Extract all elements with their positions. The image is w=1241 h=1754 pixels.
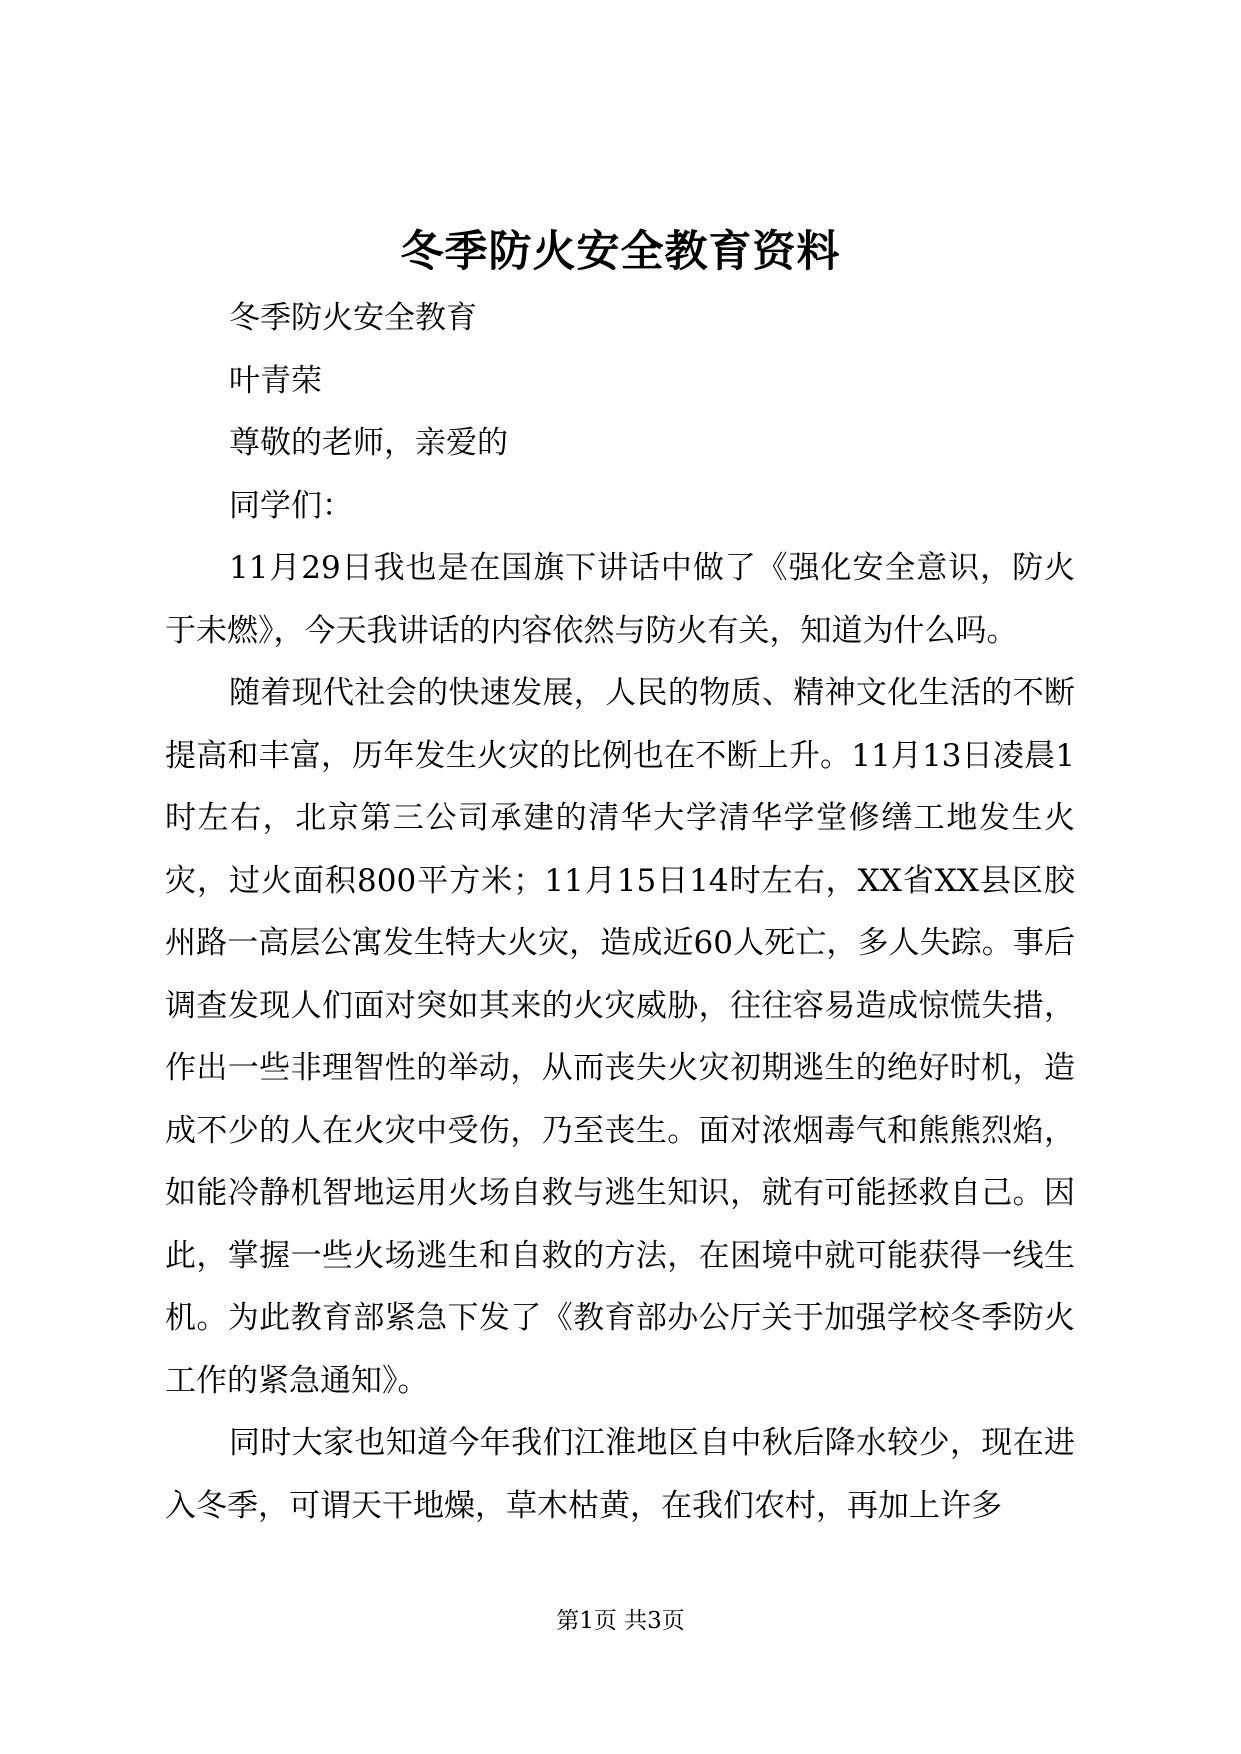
paragraph-subtitle: 冬季防火安全教育: [229, 300, 477, 336]
paragraph-continuation: 同时大家也知道今年我们江淮地区自中秋后降水较少，现在进入冬季，可谓天干地燥，草木枯黄，在我们农村，再加上许多: [165, 1425, 1075, 1524]
document-title: 冬季防火安全教育资料: [400, 227, 841, 277]
document-body: [165, 287, 1075, 1537]
paragraph-main: 随着现代社会的快速发展，人民的物质、精神文化生活的不断提高和丰富，历年发生火灾的比例也在不断上升。11月13日凌晨1时左右，北京第三公司承建的清华大学清华学堂修缮工地发生火灾，过火面积800平方米；11月15日14时左右，XX省XX县区胶州路一高层公寓发生特大火灾，造成近60人死亡，多人失踪。事后调查发现人们面对突如其来的火灾威胁，往往容易造成惊慌失措，作出一些非理智性的举动，从而丧失火灾初期逃生的绝好时机，造成不少的人在火灾中受伤，乃至丧生。面对浓烟毒气和熊熊烈焰，如能冷静机智地运用火场自救与逃生知识，就有可能拯救自己。因此，掌握一些火场逃生和自救的方法，在困境中就可能获得一线生机。为此教育部紧急下发了《教育部办公厅关于加强学校冬季防火工作的紧急通知》。: [165, 675, 1075, 1399]
paragraph-author: 叶青荣: [229, 362, 322, 399]
paragraph-greeting-continued: 同学们：: [229, 487, 353, 524]
paragraph-greeting: 尊敬的老师，亲爱的: [229, 425, 508, 461]
paragraph-intro: 11月29日我也是在国旗下讲话中做了《强化安全意识，防火于未燃》，今天我讲话的内容依然与防火有关，知道为什么吗。: [165, 550, 1075, 649]
page-number-footer: 第1页 共3页: [556, 1608, 685, 1634]
